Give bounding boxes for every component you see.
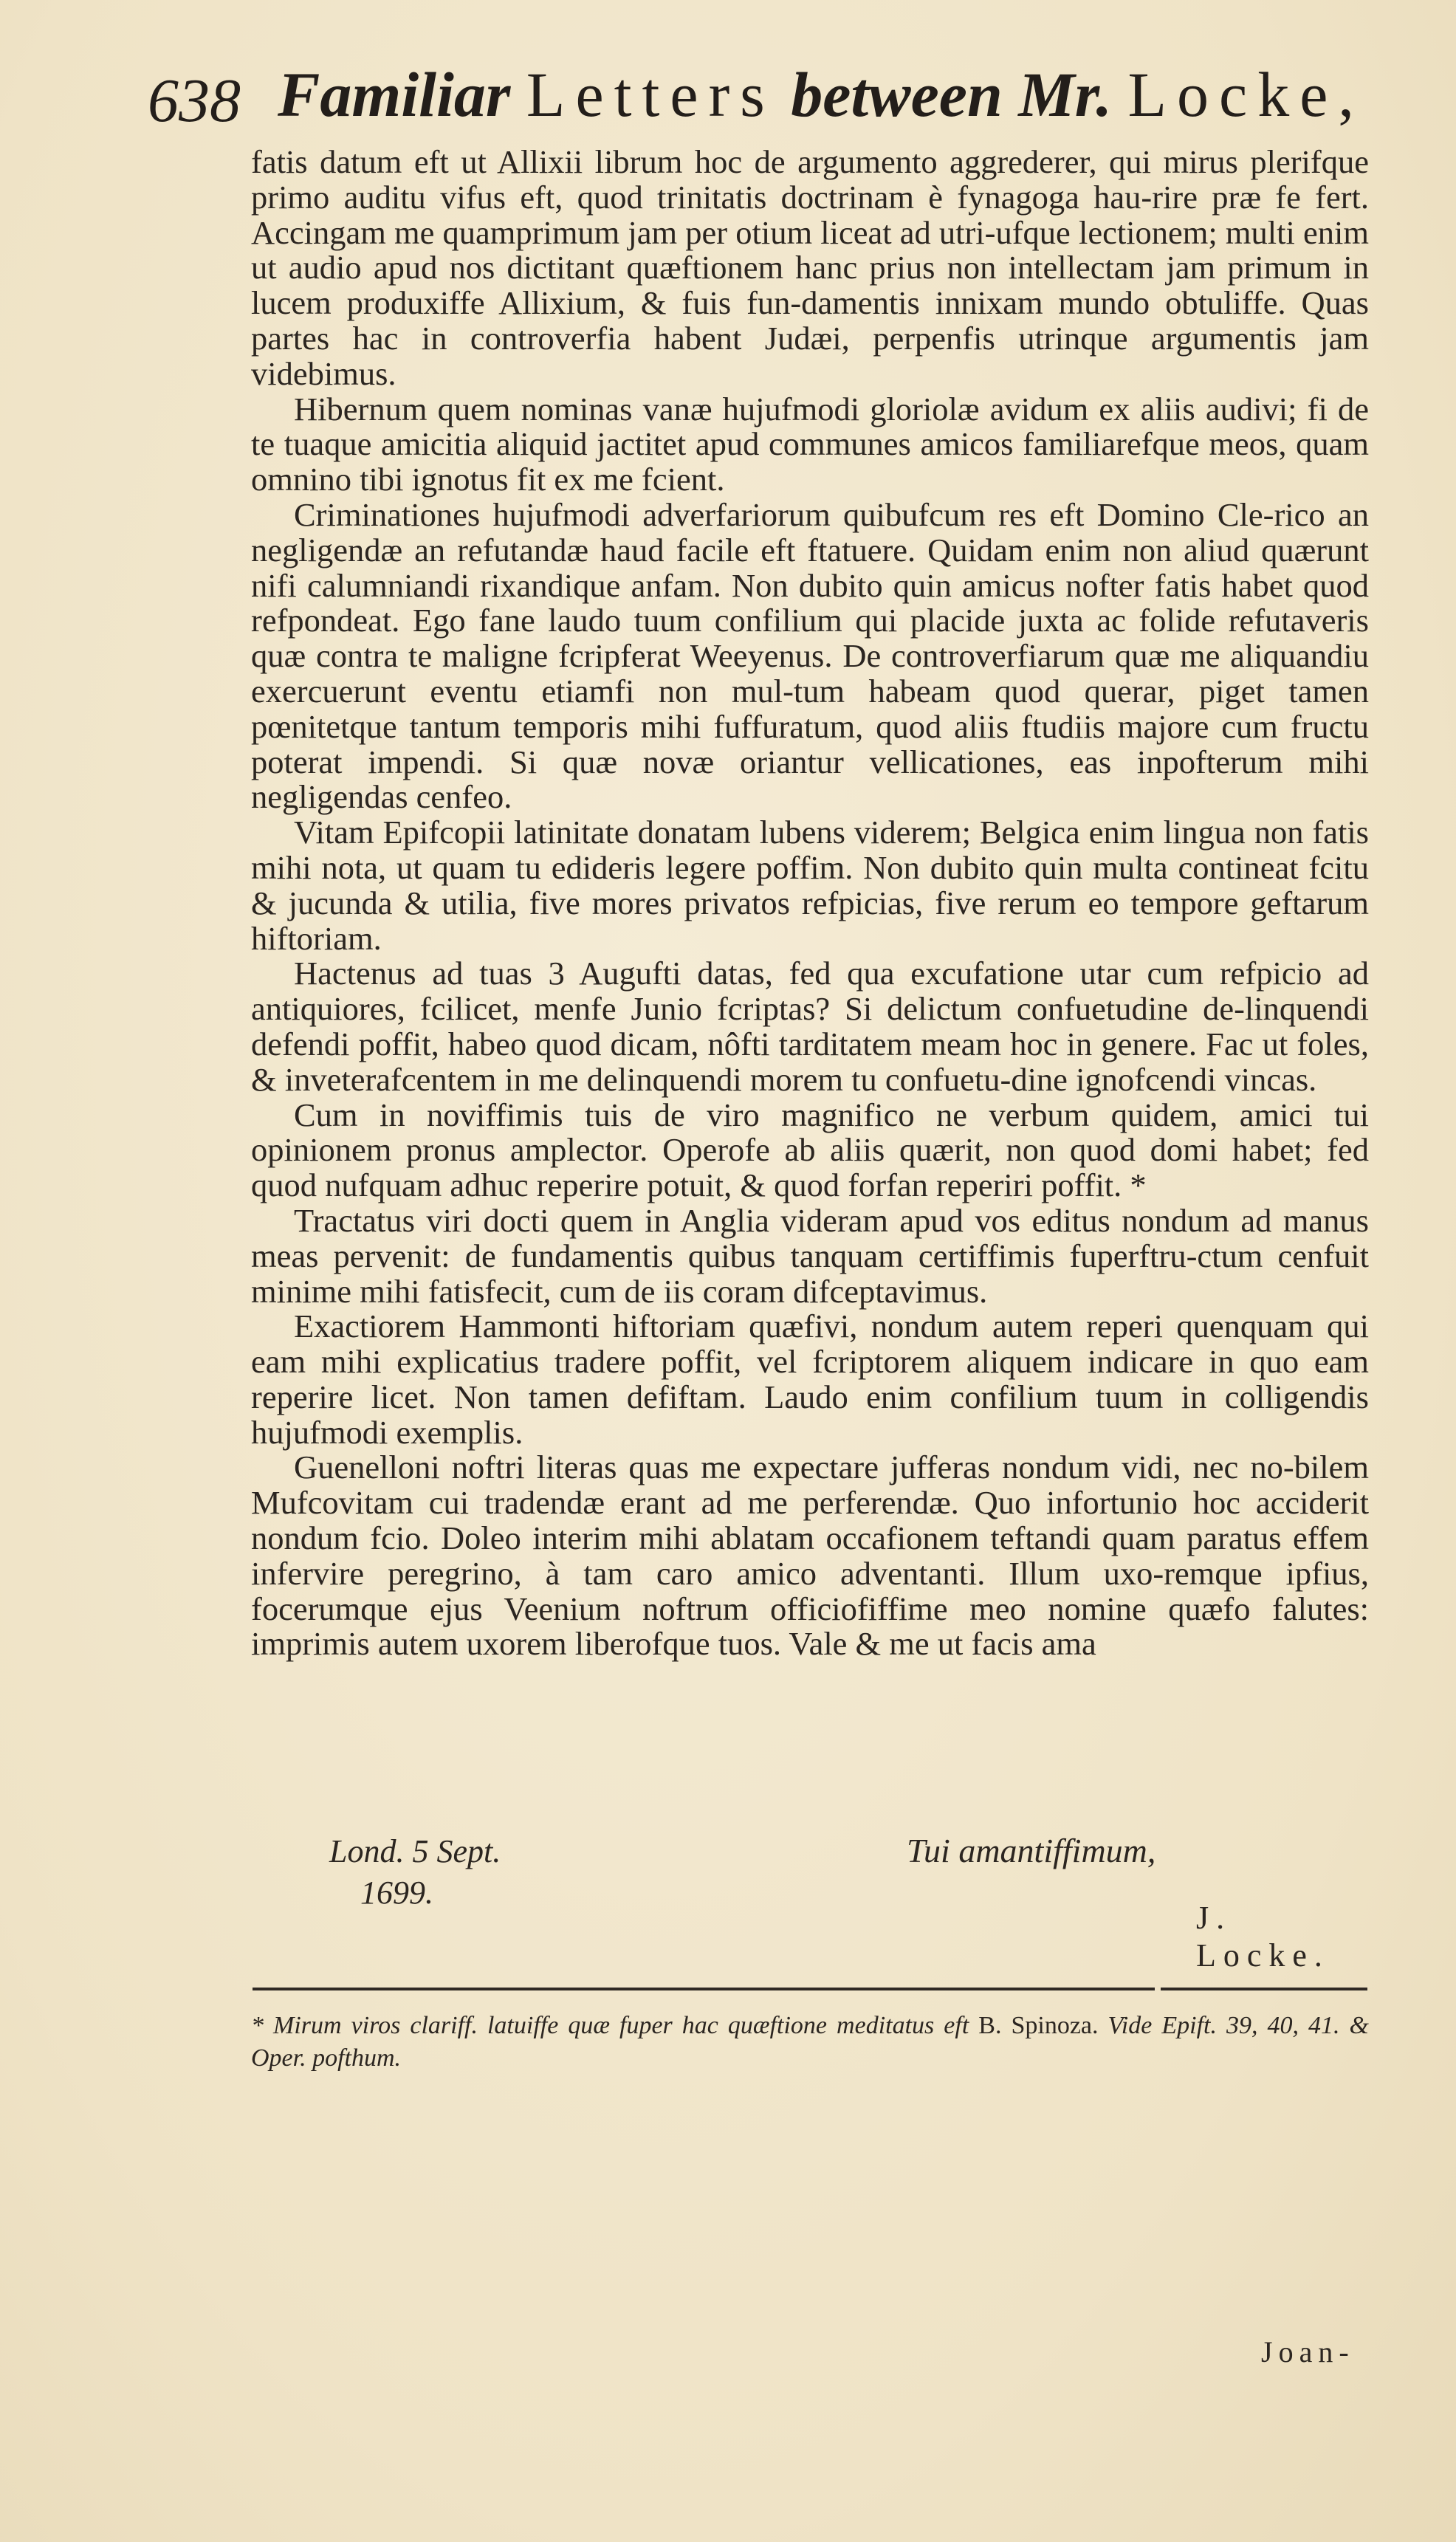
running-title-locke: Locke, bbox=[1127, 59, 1364, 130]
page-number: 638 bbox=[148, 66, 241, 135]
running-title bbox=[278, 58, 1364, 131]
paragraph: Hibernum quem nominas vanæ hujufmodi gloriolæ avidum ex aliis audivi; fi de te tuaque amicitia aliquid jactitet apud communes amicos familiarefque meos, quam omnino tibi ignotus fit ex me fcient. bbox=[251, 390, 1369, 498]
footnote-text: * Mirum viros clariff. latuiffe quæ fuper hac quæftione meditatus eft bbox=[251, 2012, 969, 2039]
running-title-familiar: Familiar bbox=[278, 59, 511, 130]
running-title-between: between bbox=[791, 59, 1003, 130]
complimentary-close: Tui amantiffimum, bbox=[907, 1832, 1156, 1869]
footnote-reference: Vide Epift. 39, 40, 41. & Oper. pofthum. bbox=[251, 2012, 1369, 2072]
letter-closing bbox=[251, 1831, 1369, 1974]
dateline bbox=[329, 1831, 501, 1914]
place-date: Lond. 5 Sept. bbox=[329, 1833, 501, 1869]
paragraph: Guenelloni noftri literas quas me expectare jufferas nondum vidi, nec no-bilem Mufcovitam cui tradendæ erant ad me perferendæ. Quo infortunio hoc acciderit nondum fcio. Doleo interim mihi ablatam occafionem teftandi quam paratus effem infervire peregrino, à tam caro amico adventanti. Illum uxo-remque ipfius, focerumque ejus Veenium noftrum officiofiffime meo nomine quæfo falutes: imprimis autem uxorem liberofque tuos. Vale & me ut facis ama bbox=[251, 1449, 1369, 1663]
paragraph: Vitam Epifcopii latinitate donatam lubens viderem; Belgica enim lingua non fatis mihi nota, ut quam tu edideris legere poffim. Non dubito quin multa contineat fcitu & jucunda & utilia, five mores privatos refpicias, five rerum eo tempore geftarum hiftoriam. bbox=[251, 814, 1369, 957]
paragraph: fatis datum eft ut Allixii librum hoc de argumento aggrederer, qui mirus plerifque primo auditu vifus eft, quod trinitatis doctrinam è fynagoga hau-rire præ fe fert. Accingam me quamprimum jam per otium liceat ad utri-ufque lectionem; multi enim ut audio apud nos dictitant quæftionem hanc prius non intellectam jam primum in lucem produxiffe Allixium, & fuis fun-damentis innixam mundo obtuliffe. Quas partes hac in controverfia habent Judæi, perpenfis utrinque argumentis jam videbimus. bbox=[251, 143, 1369, 392]
footnote-rule bbox=[1161, 1988, 1367, 1990]
paragraph: Criminationes hujufmodi adverfariorum quibufcum res eft Domino Cle-rico an negligendæ an refutandæ haud facile eft ftatuere. Quidam enim non aliud quærunt nifi calumniandi rixandique anfam. Non dubito quin amicus nofter fatis habet quod refpondeat. Ego fane laudo tuum confilium qui placide juxta ac folide refutaveris quæ contra te maligne fcripferat Weeyenus. De controverfiarum quæ me aliquandiu exercuerunt eventu etiamfi non mul-tum habeam quod querar, piget tamen pœnitetque tantum temporis mihi fuffuratum, quod aliis ftudiis majore cum fructu poterat impendi. Si quæ novæ oriantur vellicationes, eas inpofterum mihi negligendas cenfeo. bbox=[251, 495, 1369, 816]
page-header bbox=[148, 58, 1388, 146]
date-year: 1699. bbox=[360, 1875, 433, 1911]
paragraph: Exactiorem Hammonti hiftoriam quæfivi, nondum autem reperi quenquam qui eam mihi explicatius tradere poffit, vel fcriptorem aliquem indicare in quo eam reperire licet. Non tamen defiftam. Laudo enim confilium tuum in colligendis hujufmodi exemplis. bbox=[251, 1308, 1369, 1451]
paragraph: Tractatus viri docti quem in Anglia videram apud vos editus nondum ad manus meas pervenit: de fundamentis quibus tanquam certiffimis fuperftru-ctum cenfuit minime mihi fatisfecit, cum de iis coram difceptavimus. bbox=[251, 1201, 1369, 1310]
footnote-spinoza: B. Spinoza. bbox=[969, 2012, 1099, 2039]
signature: J. Locke. bbox=[1196, 1900, 1330, 1974]
running-title-mr: Mr. bbox=[1018, 59, 1112, 130]
catchword: Joan- bbox=[1261, 2335, 1355, 2368]
paragraph: Cum in noviffimis tuis de viro magnifico ne verbum quidem, amici tui opinionem pronus amplector. Operofe ab aliis quærit, non quod domi habet; fed quod nufquam adhuc reperire potuit, & quod forfan reperiri poffit. * bbox=[251, 1096, 1369, 1204]
footnote-rule bbox=[253, 1988, 1155, 1990]
letter-body bbox=[251, 145, 1369, 1662]
paragraph: Hactenus ad tuas 3 Augufti datas, fed qua excufatione utar cum refpicio ad antiquiores, fcilicet, menfe Junio fcriptas? Si delictum confuetudine de-linquendi defendi poffit, habeo quod dicam, nôfti tarditatem meam hoc in genere. Fac ut foles, & inveterafcentem in me delinquendi morem tu confuetu-dine ignofcendi vincas. bbox=[251, 955, 1369, 1098]
footnote bbox=[251, 2010, 1369, 2075]
running-title-letters: Letters bbox=[526, 59, 775, 130]
